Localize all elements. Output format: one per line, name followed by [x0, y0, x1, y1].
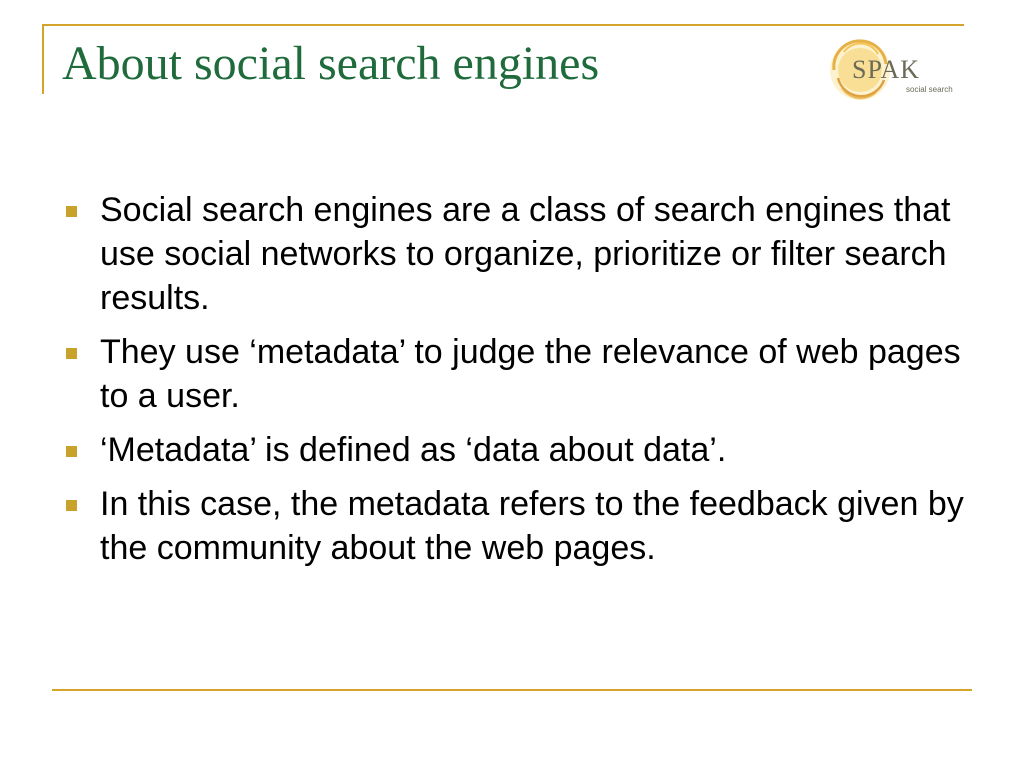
bullet-text: In this case, the metadata refers to the feedback given by the community about the web pages. [100, 485, 964, 567]
frame-bottom-rule [52, 689, 972, 691]
logo-brand-text: SPAK [852, 55, 921, 84]
bullet-text: They use ‘metadata’ to judge the relevance of web pages to a user. [100, 333, 961, 415]
square-bullet-icon [66, 348, 77, 359]
bullet-text: Social search engines are a class of search engines that use social networks to organize, prioritize or filter search results. [100, 191, 951, 317]
bullet-text: ‘Metadata’ is defined as ‘data about data’. [100, 431, 727, 469]
logo-tagline: social search [906, 85, 953, 94]
frame-top-rule [42, 24, 964, 26]
bullet-item [60, 428, 970, 472]
bullet-item [60, 188, 970, 320]
square-bullet-icon [66, 500, 77, 511]
square-bullet-icon [66, 206, 77, 217]
bullet-item [60, 330, 970, 418]
frame-left-rule [42, 24, 44, 94]
bullet-item [60, 482, 970, 570]
slide-title: About social search engines [62, 37, 600, 90]
square-bullet-icon [66, 446, 77, 457]
bullet-list [60, 188, 970, 580]
spak-logo [826, 34, 966, 106]
